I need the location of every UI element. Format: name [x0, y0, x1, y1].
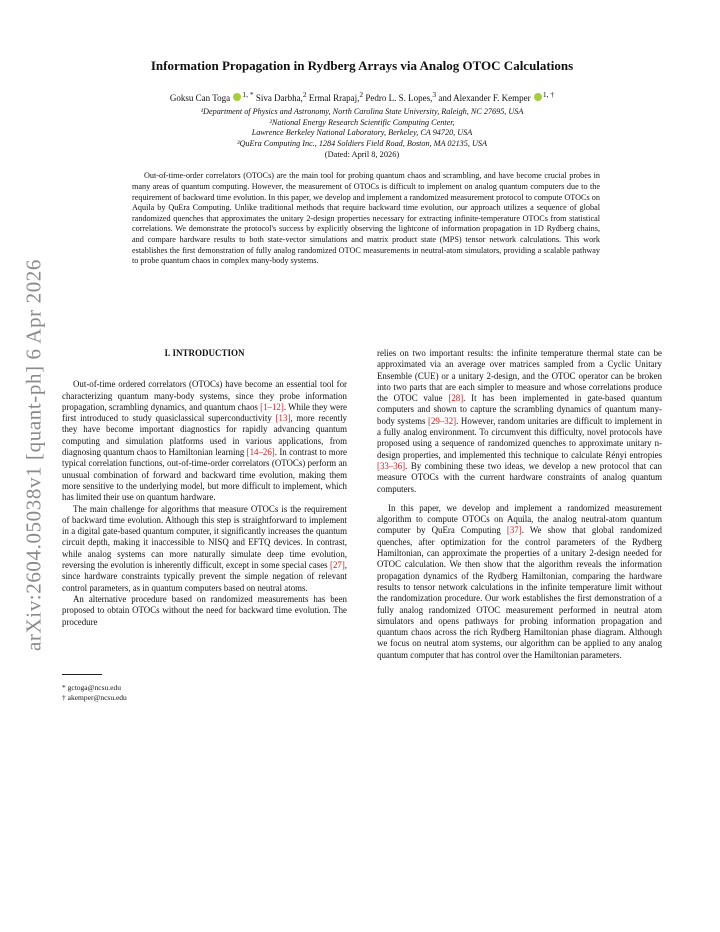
- author-list: [62, 90, 662, 103]
- paragraph: [377, 348, 662, 495]
- author-name: Alexander F. Kemper: [453, 93, 531, 103]
- citation-link[interactable]: [29–32]: [428, 415, 457, 426]
- footnote-text[interactable]: † akemper@ncsu.edu: [62, 692, 127, 702]
- footnote-text[interactable]: * gctoga@ncsu.edu: [62, 682, 121, 692]
- paragraph-text: In this paper, we develop and implement a randomized measurement algorithm to compute OTOCs on Aquila, the analog neutral-atom quantum computer by QuEra Computing: [377, 502, 662, 536]
- body-columns: [62, 348, 662, 703]
- paragraph: [62, 504, 347, 594]
- paragraph-text: . We show that global randomized quenches, after optimization for the control parameters of the Rydberg Hamiltonian, can approximate the properties of a unitary 2-design needed for OTOC calculation. We then show that the algorithm reveals the information propagation dynamics of the Rydberg Hamiltonian, comparing the hardware results to tensor network calculations in the infinite temperature limit without the randomization procedure. Our work establishes the first demonstration of a fully analog randomized OTOC measurement performed in neutral atom simulators and opens pathways for probing information propagation and quantum chaos across the rich Rydberg Hamiltonian phase diagram. Although we focus on neutral atom systems, our algorithm can be applied to any analog quantum computer that has control over the Hamiltonian parameters.: [377, 525, 662, 660]
- affiliation: ³QuEra Computing Inc., 1284 Soldiers Field Road, Boston, MA 02135, USA: [237, 138, 487, 148]
- paragraph: [377, 503, 662, 661]
- citation-link[interactable]: [28]: [448, 393, 464, 404]
- footnote-email: [62, 683, 347, 693]
- section-heading: I. INTRODUCTION: [164, 348, 245, 358]
- footnote-rule: [62, 674, 102, 675]
- citation-link[interactable]: [33–36]: [377, 460, 406, 471]
- paragraph-text: , since hardware constraints typically prevent the simple negation of relevant control parameters, as in quantum computers based on neutral atoms.: [62, 560, 347, 593]
- paragraph: [62, 379, 347, 503]
- citation-link[interactable]: [37]: [506, 525, 522, 536]
- arxiv-identifier: arXiv:2604.05038v1 [quant-ph] 6 Apr 2026: [21, 258, 46, 652]
- affiliation: Lawrence Berkeley National Laboratory, Berkeley, CA 94720, USA: [251, 128, 473, 138]
- abstract: Out-of-time-order correlators (OTOCs) are the main tool for probing quantum chaos and scrambling, and have become crucial probes in many areas of quantum computing. However, the measurement of OTOCs is difficult to implement on analog quantum computers due to the requirement of backward time evolution. In this paper, we develop and implement a randomized measurement protocol to compute OTOCs on Aquila by QuEra Computing. Unlike traditional methods that require backward time evolution, our approach utilizes a sequence of global randomized quenches that approximates the unitary 2-design properties necessary for extracting infinite-temperature OTOCs from statistical correlations. We demonstrate the protocol's success by explicitly observing the lightcone of information propagation in 1D Rydberg chains, and compare hardware results to both state-vector simulations and matrix product state (MPS) tensor network calculations. This work establishes the first demonstration of fully analog randomized OTOC measurements in neutral-atom simulators, providing a scalable pathway to probe quantum chaos in complex many-body systems.: [132, 171, 600, 266]
- author-affiliation-mark: 1, †: [542, 90, 555, 99]
- affiliation: ²National Energy Research Scientific Computing Center,: [269, 117, 455, 127]
- citation-link[interactable]: [1–12]: [260, 401, 284, 412]
- paragraph-text: The main challenge for algorithms that measure OTOCs is the requirement of backward time evolution. Although this step is straightforward to implement in a digital gate-based quantum computer, it significantly increases the quantum circuit depth, making it inaccessible to NISQ and EFTQ devices. In contrast, while analog systems can more naturally simulate deep time evolution, reversing the evolution is inherently difficult, except in some special cases: [62, 503, 347, 571]
- left-column: [62, 348, 347, 703]
- citation-link[interactable]: [14–26]: [246, 447, 275, 458]
- paper-title: Information Propagation in Rydberg Arrays via Analog OTOC Calculations: [150, 58, 574, 73]
- right-column: [377, 348, 662, 703]
- paragraph: An alternative procedure based on randomized measurements has been proposed to obtain OTOCs without the need for backward time evolution. The procedure: [62, 593, 347, 627]
- paragraph-text: , more recently they have become important diagnostics for rapidly advancing quantum computing and simulation platforms used in various applications, from diagnosing quantum chaos to Hamiltonian learning: [62, 413, 347, 458]
- paragraph-text: Out-of-time ordered correlators (OTOCs) have become an essential tool for characterizing quantum many-body systems, since they probe information propagation, scrambling dynamics, and quantum chaos: [62, 379, 347, 412]
- author-name: Pedro L. S. Lopes,: [365, 93, 433, 103]
- paragraph-text: . However, random unitaries are difficult to implement in a fully analog environment. To circumvent this difficulty, novel protocols have proposed using a sequence of randomized quenches to approximate unitary n-design properties, and implemented this technique to calculate Rényi entropies: [377, 415, 663, 460]
- paragraph-text: . It has been implemented in gate-based quantum computers and shown to capture the scrambling dynamics of quantum many-body systems: [377, 393, 663, 426]
- orcid-icon[interactable]: [233, 93, 241, 101]
- footnote-email: [62, 693, 347, 703]
- citation-link[interactable]: [27]: [329, 560, 345, 571]
- paragraph-text: . In contrast to more typical correlation functions, out-of-time-order correlators (OTOCs) perform an unusual combination of forward and backward time evolution, making them more sensitive to the underlying model, but more difficult to implement, which has limited their use on quantum hardware.: [62, 447, 347, 503]
- author-name: Ermal Rrapaj,: [308, 93, 360, 103]
- paragraph-gap: [377, 495, 662, 503]
- paragraph-text: . By combining these two ideas, we develop a new protocol that can measure OTOCs with the current hardware constraints of analog quantum computers.: [377, 460, 662, 494]
- orcid-icon[interactable]: [534, 93, 542, 101]
- paragraph-text: . While they were first introduced to study quasiclassical superconductivity: [62, 401, 347, 424]
- author-name: Siva Darbha,: [255, 93, 303, 103]
- author-affiliation-mark: 2: [302, 90, 307, 99]
- date-line: (Dated: April 8, 2026): [324, 150, 400, 160]
- paper-page: [62, 58, 663, 702]
- affiliation: ¹Department of Physics and Astronomy, North Carolina State University, Raleigh, NC 27695, USA: [200, 107, 524, 116]
- citation-link[interactable]: [13]: [275, 413, 291, 424]
- author-affiliation-mark: 2: [359, 90, 364, 99]
- author-affiliation-mark: 1, *: [242, 90, 254, 99]
- paragraph-text: relies on two important results: the infinite temperature thermal state can be approximated via an average over matrices sampled from a Cyclic Unitary Ensemble (CUE) or a unitary 2-design, and the OTOC operator can be broken into two parts that are each simpler to measure and whose correlations produce the OTOC value: [377, 348, 662, 404]
- author-conjunction: and: [438, 93, 452, 103]
- arxiv-sidebar-stamp: [14, 230, 54, 680]
- author-name: Goksu Can Toga: [169, 93, 231, 103]
- author-affiliation-mark: 3: [432, 90, 437, 99]
